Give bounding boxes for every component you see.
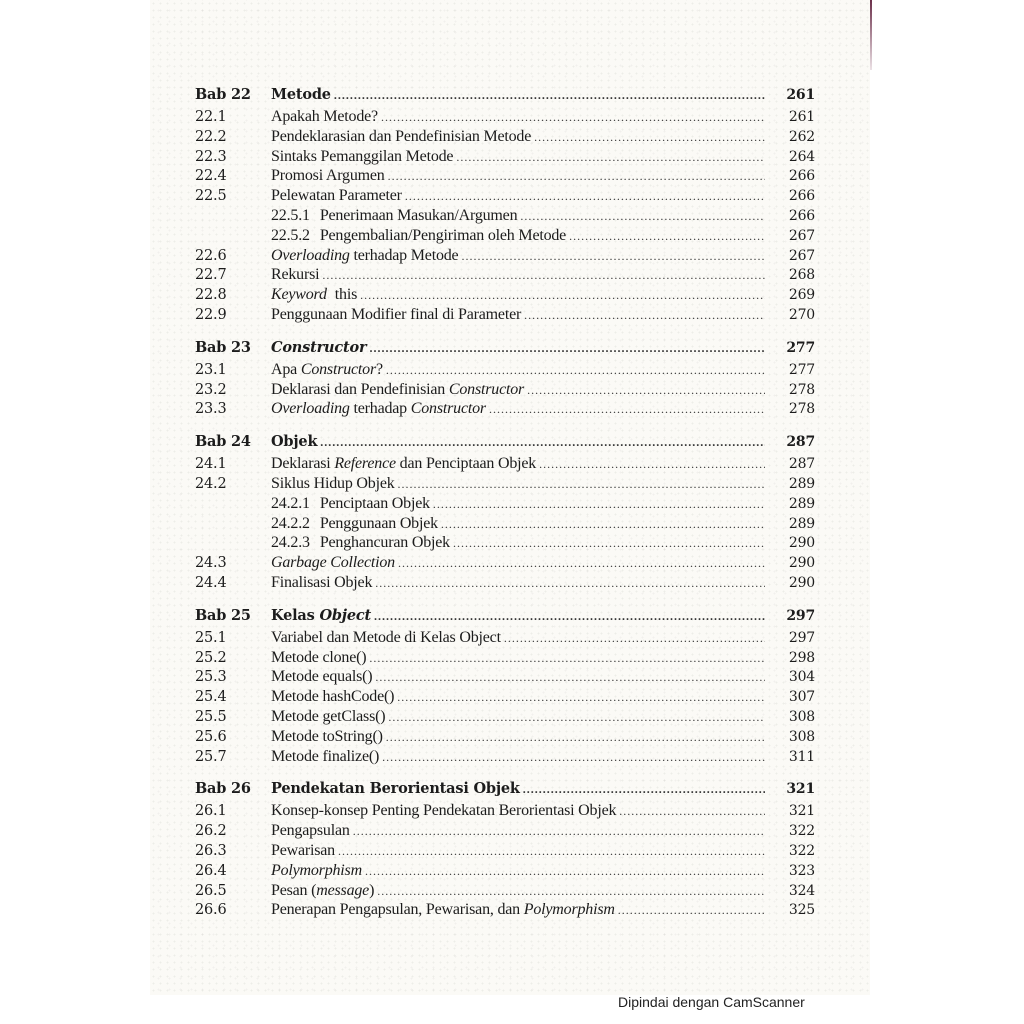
toc-entry xyxy=(195,748,815,768)
section-title: Apakah Metode? xyxy=(271,108,378,125)
page-number: 277 xyxy=(788,361,815,378)
leader-dots xyxy=(365,864,765,879)
page-number: 289 xyxy=(788,495,815,512)
leader-dots xyxy=(527,383,765,398)
leader-dots xyxy=(524,308,765,323)
page-number: 270 xyxy=(788,306,815,323)
section-title: Penggunaan Modifier final di Parameter xyxy=(271,305,522,323)
chapter-label: Bab 25 xyxy=(195,606,251,624)
page-number: 261 xyxy=(786,87,815,103)
page-number: 262 xyxy=(788,128,815,145)
chapter-title: Metode xyxy=(271,86,331,103)
section-number: 25.3 xyxy=(195,669,227,686)
leader-dots xyxy=(375,670,765,685)
page-number: 325 xyxy=(788,902,815,919)
chapter-23 xyxy=(195,339,815,420)
section-title: Pelewatan Parameter xyxy=(271,187,402,205)
leader-dots xyxy=(386,730,765,745)
section-number: 25.5 xyxy=(195,708,227,725)
section-title-italic: Keyword xyxy=(271,286,327,304)
chapter-heading xyxy=(195,86,815,108)
section-title: Penerimaan Masukan/Argumen xyxy=(319,206,518,224)
table-of-contents xyxy=(195,86,815,934)
section-title-italic: message xyxy=(316,881,370,899)
section-number: 24.2 xyxy=(195,475,227,492)
section-title: Konsep-konsep Penting Pendekatan Berorientasi Objek xyxy=(271,802,617,820)
page-number: 304 xyxy=(788,669,815,686)
chapter-label: Bab 23 xyxy=(195,338,251,356)
page-number: 277 xyxy=(786,339,815,356)
leader-dots xyxy=(322,268,765,283)
section-number: 22.7 xyxy=(195,267,227,284)
page-number: 278 xyxy=(788,381,815,398)
section-number: 26.6 xyxy=(195,902,227,919)
leader-dots xyxy=(539,457,765,472)
section-title-italic: Constructor xyxy=(410,400,486,418)
chapter-25 xyxy=(195,607,815,768)
section-number: 26.1 xyxy=(195,803,227,820)
subsection-number: 24.2.2 xyxy=(271,514,310,532)
section-title: Deklarasi xyxy=(271,455,335,473)
toc-entry xyxy=(195,574,815,594)
page-number: 308 xyxy=(788,708,815,725)
page-number: 290 xyxy=(788,535,815,552)
page-number: 267 xyxy=(788,227,815,244)
page-number: 322 xyxy=(788,823,815,840)
section-number: 25.1 xyxy=(195,629,227,646)
chapter-24 xyxy=(195,433,815,594)
page-number: 290 xyxy=(788,555,815,572)
page-number: 266 xyxy=(788,188,815,205)
leader-dots xyxy=(382,750,765,765)
chapter-22 xyxy=(195,86,815,326)
page-number: 287 xyxy=(786,434,815,451)
toc-entry xyxy=(195,802,815,822)
section-number: 26.5 xyxy=(195,882,227,899)
leader-dots xyxy=(534,130,765,145)
section-title-code: finalize() xyxy=(322,747,380,765)
section-number: 25.4 xyxy=(195,689,227,706)
section-title: dan Penciptaan Objek xyxy=(395,455,537,473)
toc-entry xyxy=(195,554,815,574)
leader-dots xyxy=(520,209,765,224)
subsection-number: 22.5.2 xyxy=(271,226,310,244)
page-number: 297 xyxy=(788,629,815,646)
section-title: terhadap xyxy=(349,400,411,418)
section-title: Penciptaan Objek xyxy=(319,494,430,512)
page-number: 298 xyxy=(788,649,815,666)
leader-dots xyxy=(377,884,765,899)
chapter-heading xyxy=(195,433,815,455)
toc-entry xyxy=(195,381,815,401)
page-number: 261 xyxy=(788,109,815,125)
section-number: 26.4 xyxy=(195,862,227,879)
section-title: Apa xyxy=(271,360,301,378)
page-number: 266 xyxy=(788,207,815,224)
chapter-title-italic: Object xyxy=(319,606,372,624)
section-number: 23.2 xyxy=(195,381,227,398)
section-title: ) xyxy=(369,881,375,899)
page-number: 290 xyxy=(788,574,815,591)
section-number: 25.6 xyxy=(195,728,227,745)
leader-dots xyxy=(388,169,765,184)
leader-dots xyxy=(360,288,765,303)
leader-dots xyxy=(441,517,765,532)
section-number: 22.1 xyxy=(195,109,227,125)
page-number: 321 xyxy=(788,803,815,820)
leader-dots xyxy=(405,189,765,204)
section-title: Siklus Hidup Objek xyxy=(271,474,395,492)
chapter-heading xyxy=(195,780,815,802)
section-title: Pendeklarasian dan Pendefinisian Metode xyxy=(271,127,532,145)
section-title: Deklarasi dan Pendefinisian xyxy=(271,380,449,398)
section-title: Penggunaan Objek xyxy=(319,514,438,532)
section-title: ? xyxy=(376,360,383,378)
leader-dots xyxy=(320,435,765,450)
section-title-italic: Garbage Collection xyxy=(271,554,395,572)
toc-entry xyxy=(195,882,815,902)
section-title-italic: Reference xyxy=(334,455,396,473)
section-title: Pewarisan xyxy=(271,841,335,859)
page-number: 264 xyxy=(788,148,815,165)
chapter-heading xyxy=(195,339,815,361)
page-number: 267 xyxy=(788,247,815,264)
toc-entry xyxy=(195,842,815,862)
leader-dots xyxy=(618,903,765,918)
camscanner-watermark: Dipindai dengan CamScanner xyxy=(618,994,805,1010)
section-title: Metode xyxy=(271,747,323,765)
toc-entry xyxy=(195,629,815,649)
section-title: terhadap Metode xyxy=(349,246,459,264)
section-title-code: this xyxy=(334,286,358,304)
toc-subentry xyxy=(195,515,815,535)
toc-entry xyxy=(195,187,815,207)
section-title: Metode xyxy=(271,688,323,706)
section-title: Pengembalian/Pengiriman oleh Metode xyxy=(319,226,567,244)
section-number: 22.4 xyxy=(195,168,227,185)
chapter-label: Bab 26 xyxy=(195,780,251,798)
chapter-title: Kelas xyxy=(271,606,320,624)
leader-dots xyxy=(569,229,765,244)
section-title-italic: Overloading xyxy=(271,400,350,418)
section-number: 25.7 xyxy=(195,748,227,765)
page-number: 321 xyxy=(786,781,815,798)
toc-entry xyxy=(195,455,815,475)
chapter-title: Constructor xyxy=(271,338,367,356)
toc-entry xyxy=(195,708,815,728)
section-number: 22.9 xyxy=(195,306,227,323)
toc-entry xyxy=(195,361,815,381)
toc-entry xyxy=(195,108,815,128)
section-number: 22.5 xyxy=(195,188,227,205)
section-number: 22.3 xyxy=(195,148,227,165)
page-number: 278 xyxy=(788,401,815,418)
page-number: 311 xyxy=(788,748,815,765)
section-title-italic: Overloading xyxy=(271,246,350,264)
leader-dots xyxy=(369,341,765,356)
section-title-italic: Constructor xyxy=(300,360,377,378)
section-number: 26.3 xyxy=(195,842,227,859)
subsection-number: 24.2.3 xyxy=(271,534,310,552)
toc-entry xyxy=(195,266,815,286)
toc-entry xyxy=(195,688,815,708)
toc-entry xyxy=(195,901,815,921)
leader-dots xyxy=(398,477,765,492)
toc-entry xyxy=(195,728,815,748)
page-number: 297 xyxy=(786,607,815,624)
leader-dots xyxy=(619,804,765,819)
page-number: 322 xyxy=(788,842,815,859)
page-number: 268 xyxy=(788,267,815,284)
page-number: 324 xyxy=(788,882,815,899)
leader-dots xyxy=(461,249,765,264)
page-number: 308 xyxy=(788,728,815,745)
page-number: 287 xyxy=(788,456,815,473)
section-title: Metode xyxy=(271,707,323,725)
leader-dots xyxy=(353,824,765,839)
leader-dots xyxy=(369,651,765,666)
toc-entry xyxy=(195,862,815,882)
chapter-26 xyxy=(195,780,815,921)
toc-entry xyxy=(195,400,815,420)
toc-entry xyxy=(195,128,815,148)
section-title: Promosi Argumen xyxy=(271,167,385,185)
toc-subentry xyxy=(195,227,815,247)
leader-dots xyxy=(338,844,765,859)
leader-dots xyxy=(388,710,765,725)
leader-dots xyxy=(375,576,765,591)
page-number: 269 xyxy=(788,287,815,304)
subsection-number: 22.5.1 xyxy=(271,206,310,224)
toc-entry xyxy=(195,822,815,842)
page-number: 323 xyxy=(788,862,815,879)
leader-dots xyxy=(433,497,765,512)
page-number: 266 xyxy=(788,168,815,185)
section-title-code: getClass() xyxy=(322,707,386,725)
section-title: Pesan ( xyxy=(271,881,317,899)
leader-dots xyxy=(381,110,765,125)
leader-dots xyxy=(397,690,765,705)
leader-dots xyxy=(334,88,765,103)
toc-entry xyxy=(195,286,815,306)
section-title: Variabel dan Metode di Kelas xyxy=(271,628,460,646)
section-title: Finalisasi Objek xyxy=(271,573,373,591)
leader-dots xyxy=(523,782,765,797)
section-title-code: toString() xyxy=(322,727,383,745)
leader-dots xyxy=(386,363,765,378)
toc-entry xyxy=(195,167,815,187)
page-number: 289 xyxy=(788,475,815,492)
toc-subentry xyxy=(195,495,815,515)
section-title-code: clone() xyxy=(322,648,367,666)
toc-entry xyxy=(195,306,815,326)
section-number: 24.4 xyxy=(195,574,227,591)
section-number: 26.2 xyxy=(195,823,227,840)
chapter-title: Objek xyxy=(271,433,318,451)
section-number: 24.3 xyxy=(195,555,227,572)
section-title: Sintaks Pemanggilan Metode xyxy=(271,147,454,165)
section-title: Metode xyxy=(271,727,323,745)
toc-entry xyxy=(195,247,815,267)
section-number: 24.1 xyxy=(195,456,227,473)
section-title-code: Object xyxy=(459,628,501,646)
toc-entry xyxy=(195,668,815,688)
section-title: Metode xyxy=(271,668,323,686)
leader-dots xyxy=(453,536,765,551)
section-title-italic: Constructor xyxy=(448,380,525,398)
section-title: Pengapsulan xyxy=(271,822,350,840)
section-number: 22.2 xyxy=(195,128,227,145)
toc-subentry xyxy=(195,207,815,227)
section-title: Metode xyxy=(271,648,323,666)
leader-dots xyxy=(456,150,765,165)
section-number: 22.8 xyxy=(195,287,227,304)
section-number: 23.1 xyxy=(195,361,227,378)
leader-dots xyxy=(504,631,765,646)
section-title-code: hashCode() xyxy=(322,688,395,706)
section-number: 23.3 xyxy=(195,401,227,418)
page-edge-mark xyxy=(870,0,872,70)
section-title: Penerapan Pengapsulan, Pewarisan, dan xyxy=(271,901,524,919)
leader-dots xyxy=(374,609,765,624)
chapter-heading xyxy=(195,607,815,629)
section-title-italic: Polymorphism xyxy=(523,901,615,919)
toc-entry xyxy=(195,649,815,669)
page-number: 307 xyxy=(788,689,815,706)
page-number: 289 xyxy=(788,515,815,532)
toc-entry xyxy=(195,475,815,495)
section-title-italic: Polymorphism xyxy=(271,861,362,879)
leader-dots xyxy=(398,556,765,571)
chapter-title: Pendekatan Berorientasi Objek xyxy=(271,780,520,798)
section-title: Rekursi xyxy=(271,266,320,284)
leader-dots xyxy=(489,402,765,417)
chapter-label: Bab 24 xyxy=(195,433,251,451)
section-title-code: equals() xyxy=(322,668,373,686)
toc-subentry xyxy=(195,534,815,554)
toc-entry xyxy=(195,148,815,168)
section-number: 22.6 xyxy=(195,247,227,264)
chapter-label: Bab 22 xyxy=(195,86,251,103)
section-title: Penghancuran Objek xyxy=(319,534,450,552)
subsection-number: 24.2.1 xyxy=(271,494,310,512)
section-number: 25.2 xyxy=(195,649,227,666)
